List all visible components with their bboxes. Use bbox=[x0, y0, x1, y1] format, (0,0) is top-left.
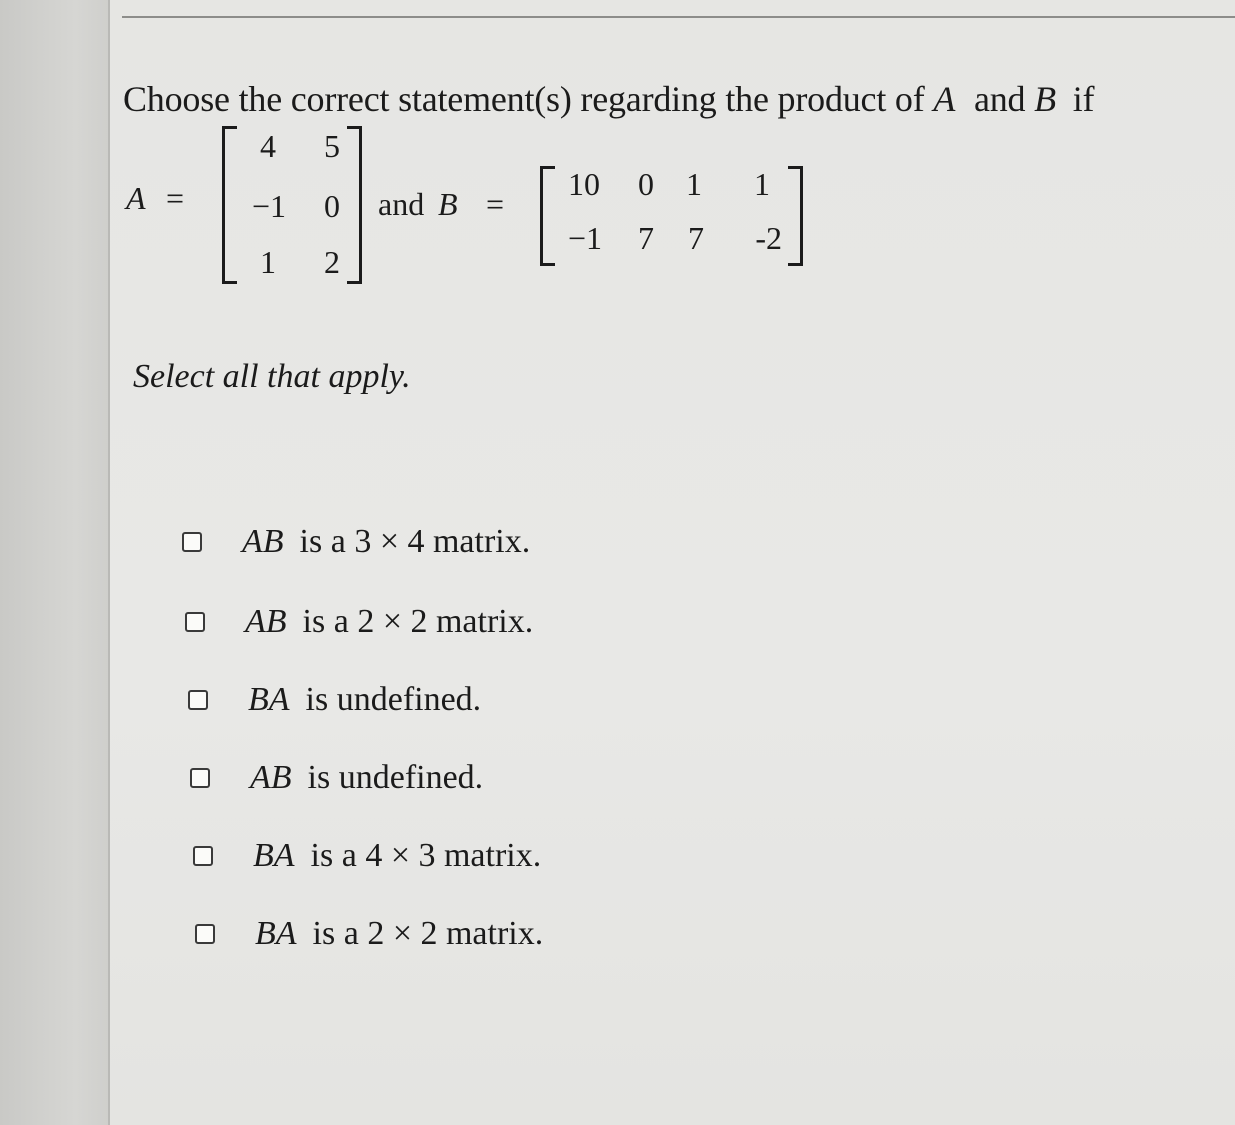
question-var-a: A bbox=[933, 79, 956, 119]
matrix-b-cell: 7 bbox=[688, 220, 704, 256]
question-prefix: Choose the correct statement(s) regarding the product of bbox=[123, 79, 925, 119]
matrix-a-label: A bbox=[126, 180, 146, 216]
matrix-b-cell: 0 bbox=[638, 166, 654, 202]
option-ba-4x3[interactable] bbox=[193, 837, 541, 875]
top-divider bbox=[122, 16, 1235, 18]
option-ba-2x2[interactable] bbox=[195, 915, 543, 953]
matrix-a-cell: 1 bbox=[260, 244, 276, 280]
matrix-b-equals: = bbox=[486, 186, 505, 222]
checkbox[interactable] bbox=[185, 612, 205, 632]
matrix-b-cell: −1 bbox=[567, 220, 602, 256]
matrix-b-cell: 1 bbox=[686, 166, 702, 202]
matrix-b-cell: 1 bbox=[754, 166, 770, 202]
matrix-b-cell: -2 bbox=[755, 220, 782, 256]
question-suffix: if bbox=[1072, 79, 1095, 119]
matrix-a-cell: 0 bbox=[324, 188, 340, 224]
checkbox[interactable] bbox=[195, 924, 215, 944]
matrix-b-right-bracket bbox=[788, 166, 803, 266]
option-label: AB is a 2 × 2 matrix. bbox=[245, 603, 534, 640]
and-connector: and bbox=[378, 186, 425, 222]
matrix-a-cell: 5 bbox=[324, 128, 340, 164]
matrix-a-cell: 4 bbox=[260, 128, 276, 164]
question-var-b: B bbox=[1034, 79, 1056, 119]
matrix-a-cell: −1 bbox=[251, 188, 286, 224]
option-ab-undefined[interactable] bbox=[190, 759, 483, 797]
option-label: BA is a 2 × 2 matrix. bbox=[255, 915, 544, 952]
checkbox[interactable] bbox=[193, 846, 213, 866]
option-ba-undefined[interactable] bbox=[188, 681, 481, 719]
matrix-b-label: B bbox=[438, 186, 458, 222]
option-label: BA is a 4 × 3 matrix. bbox=[253, 837, 542, 874]
checkbox[interactable] bbox=[182, 532, 202, 552]
matrix-a-right-bracket bbox=[347, 126, 362, 284]
option-label: AB is undefined. bbox=[250, 759, 484, 796]
instruction-text: Select all that apply. bbox=[133, 358, 411, 395]
option-label: AB is a 3 × 4 matrix. bbox=[242, 523, 531, 560]
matrix-a-equals: = bbox=[166, 180, 185, 216]
question-text bbox=[123, 78, 1094, 120]
option-label: BA is undefined. bbox=[248, 681, 482, 718]
checkbox[interactable] bbox=[190, 768, 210, 788]
checkbox[interactable] bbox=[188, 690, 208, 710]
matrix-b-cell: 10 bbox=[568, 166, 600, 202]
option-ab-3x4[interactable] bbox=[182, 523, 530, 561]
matrix-a-cell: 2 bbox=[324, 244, 340, 280]
matrix-b-cell: 7 bbox=[638, 220, 654, 256]
left-margin-strip bbox=[0, 0, 108, 1125]
question-connector: and bbox=[973, 79, 1026, 119]
option-ab-2x2[interactable] bbox=[185, 603, 533, 641]
